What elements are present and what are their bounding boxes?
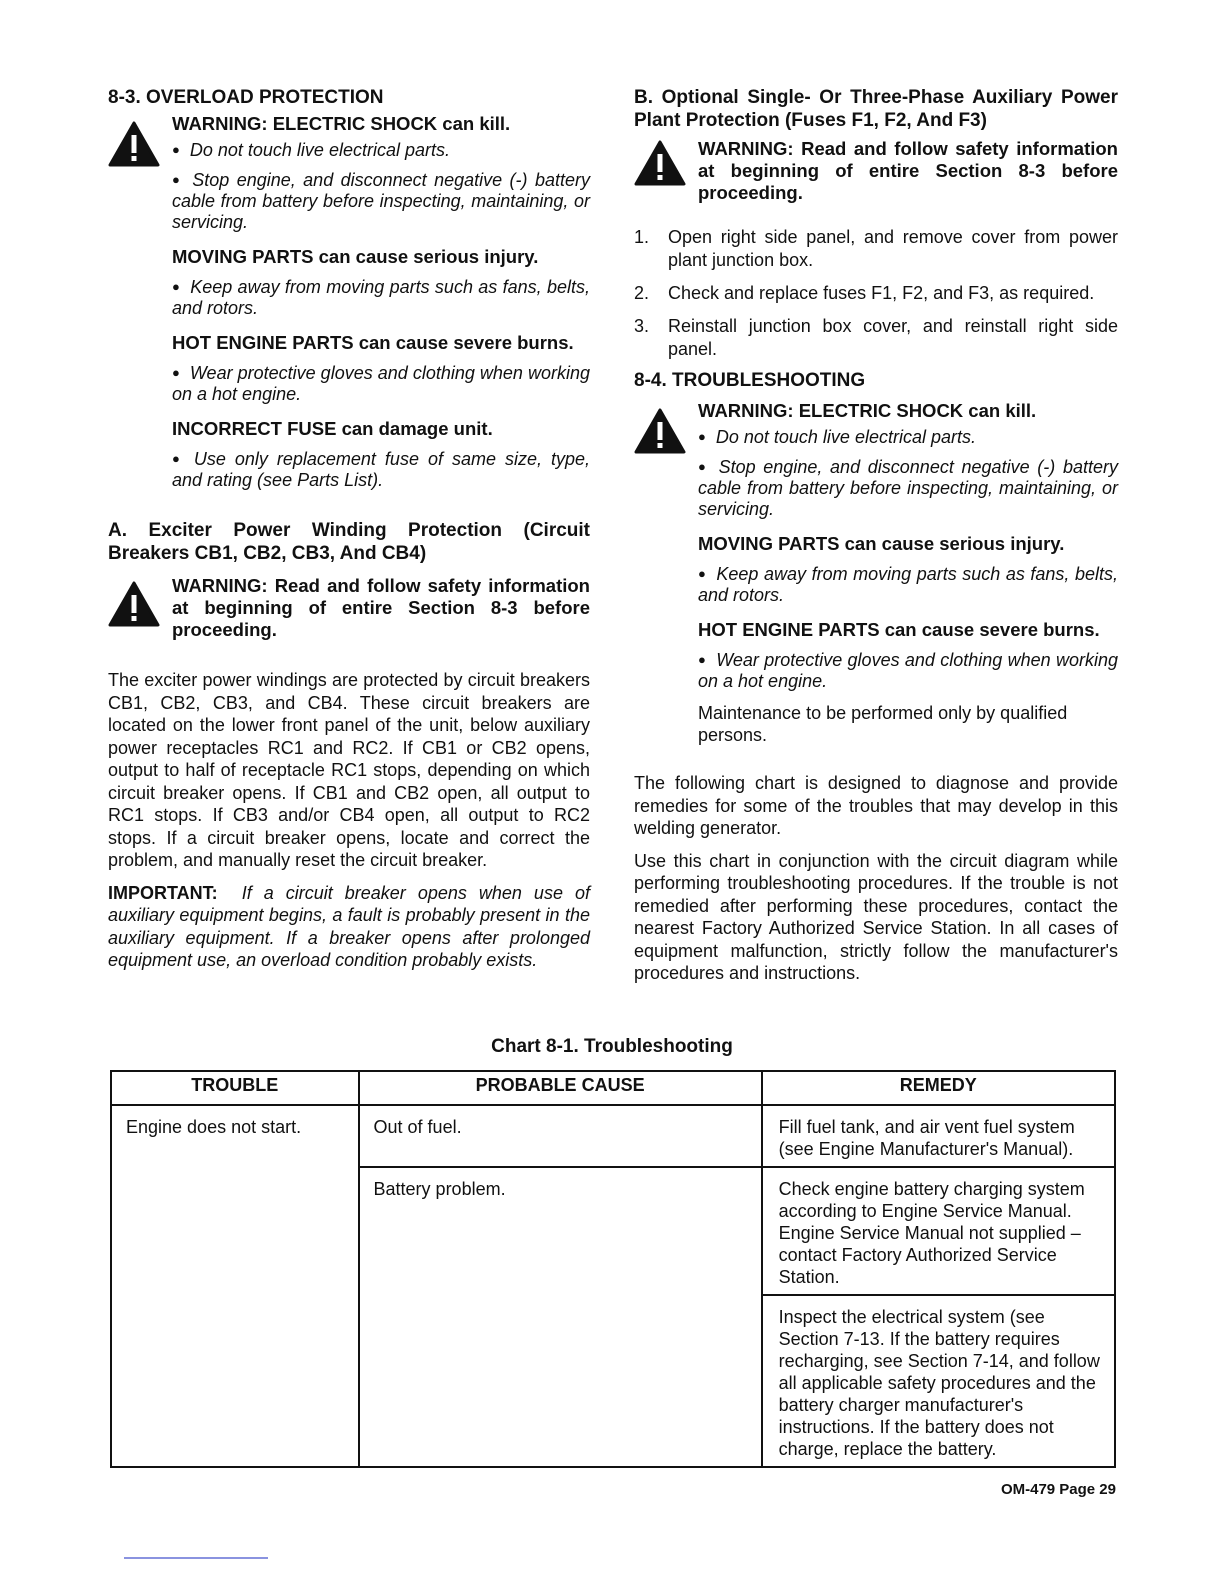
table-header-row	[111, 1071, 1115, 1105]
trouble-cell: Engine does not start.	[111, 1105, 359, 1467]
hazard-title: HOT ENGINE PARTS can cause severe burns.	[698, 619, 1100, 640]
subsection-a-title: A. Exciter Power Winding Protection (Circuit Breakers CB1, CB2, CB3, And CB4)	[108, 520, 590, 564]
warning-triangle-icon	[108, 581, 160, 627]
list-item: 1. Open right side panel, and remove cover from power plant junction box.	[634, 227, 1118, 270]
fuse-steps-list	[634, 226, 1118, 361]
section-heading-8-3: 8-3. OVERLOAD PROTECTION	[108, 87, 384, 108]
maintenance-note: Maintenance to be performed only by qualified persons.	[698, 703, 1068, 745]
page-footer: OM-479 Page 29	[1000, 1481, 1116, 1498]
left-column	[108, 86, 590, 972]
hazard-bullet: ● Wear protective gloves and clothing when working on a hot engine.	[172, 362, 590, 405]
chart-usage-paragraph: Use this chart in conjunction with the circuit diagram while performing troubleshooting procedures. If the trouble is not remedied after performing these procedures, contact the nearest Factory Authorized Service Station. In all cases of equipment malfunction, strictly follow the manufacturer's procedures and instructions.	[634, 850, 1118, 983]
warning-title: WARNING: ELECTRIC SHOCK can kill.	[698, 400, 1037, 421]
chart-title: Chart 8-1. Troubleshooting	[491, 1036, 733, 1057]
warning-block-read-safety	[108, 575, 590, 641]
scan-edge-line	[124, 1557, 268, 1559]
section-heading-8-4: 8-4. TROUBLESHOOTING	[634, 370, 866, 391]
cause-cell: Out of fuel.	[359, 1105, 762, 1167]
hazard-title: HOT ENGINE PARTS can cause severe burns.	[172, 332, 574, 353]
column-header-remedy: REMEDY	[762, 1071, 1115, 1105]
warning-bullet: ● Stop engine, and disconnect negative (-) battery cable from battery before inspecting, maintaining, or servicing.	[698, 456, 1118, 520]
list-item: 3. Reinstall junction box cover, and reinstall right side panel.	[634, 316, 1118, 359]
table-row	[111, 1105, 1115, 1167]
hazard-bullet: ● Use only replacement fuse of same size, type, and rating (see Parts List).	[172, 448, 590, 491]
column-header-trouble: TROUBLE	[111, 1071, 359, 1105]
warning-triangle-icon	[634, 408, 686, 454]
hazard-title: MOVING PARTS can cause serious injury.	[172, 246, 539, 267]
hazard-title: MOVING PARTS can cause serious injury.	[698, 533, 1065, 554]
warning-bullet: ● Stop engine, and disconnect negative (-) battery cable from battery before inspecting, maintaining, or servicing.	[172, 169, 590, 233]
warning-bullet: ● Do not touch live electrical parts.	[172, 139, 590, 161]
remedy-cell: Check engine battery charging system according to Engine Service Manual. Engine Service Manual not supplied – contact Factory Authorized Service Station.	[762, 1167, 1115, 1295]
important-text: If a circuit breaker opens when use of auxiliary equipment begins, a fault is probably present in the auxiliary equipment. If a breaker opens after prolonged equipment use, an overload condition probably exists.	[108, 882, 590, 970]
warning-block-read-safety	[634, 138, 1118, 204]
hazard-bullet: ● Keep away from moving parts such as fans, belts, and rotors.	[698, 563, 1118, 606]
important-label: IMPORTANT:	[108, 882, 218, 903]
remedy-cell: Inspect the electrical system (see Section 7-13. If the battery requires recharging, see Section 7-14, and follow all applicable safety procedures and the battery charger manufacturer's instructions. If the battery does not charge, replace the battery.	[762, 1295, 1115, 1467]
warning-bullet: ● Do not touch live electrical parts.	[698, 426, 1118, 448]
warning-text: WARNING: Read and follow safety information at beginning of entire Section 8-3 before proceeding.	[172, 575, 590, 640]
hazard-title: INCORRECT FUSE can damage unit.	[172, 418, 493, 439]
column-header-cause: PROBABLE CAUSE	[359, 1071, 762, 1105]
chart-intro-paragraph: The following chart is designed to diagnose and provide remedies for some of the troubles that may develop in this welding generator.	[634, 773, 1118, 838]
warning-triangle-icon	[108, 121, 160, 167]
hazard-bullet: ● Wear protective gloves and clothing when working on a hot engine.	[698, 649, 1118, 692]
troubleshooting-table	[110, 1070, 1116, 1468]
important-paragraph	[108, 882, 590, 972]
warning-title: WARNING: ELECTRIC SHOCK can kill.	[172, 113, 511, 134]
warning-block-electric-shock	[108, 113, 590, 491]
list-item: 2. Check and replace fuses F1, F2, and F3, as required.	[634, 283, 1095, 303]
cause-cell: Battery problem.	[359, 1167, 762, 1467]
right-column	[634, 86, 1118, 985]
exciter-paragraph: The exciter power windings are protected by circuit breakers CB1, CB2, CB3, and CB4. These circuit breakers are located on the lower front panel of the unit, below auxiliary power receptacles RC1 and RC2. If CB1 or CB2 opens, output to half of receptacle RC1 stops, depending on which circuit breaker opens. If CB1 and CB2 open, all output to RC1 stops. If CB3 and/or CB4 open, all output to RC2 stops. If a circuit breaker opens, locate and correct the problem, and manually reset the circuit breaker.	[108, 670, 590, 870]
subsection-b-title: B. Optional Single- Or Three-Phase Auxiliary Power Plant Protection (Fuses F1, F2, And F3)	[634, 87, 1118, 131]
remedy-cell: Fill fuel tank, and air vent fuel system (see Engine Manufacturer's Manual).	[762, 1105, 1115, 1167]
hazard-bullet: ● Keep away from moving parts such as fans, belts, and rotors.	[172, 276, 590, 319]
warning-block-electric-shock	[634, 400, 1118, 746]
warning-text: WARNING: Read and follow safety information at beginning of entire Section 8-3 before proceeding.	[698, 138, 1118, 203]
warning-triangle-icon	[634, 140, 686, 186]
